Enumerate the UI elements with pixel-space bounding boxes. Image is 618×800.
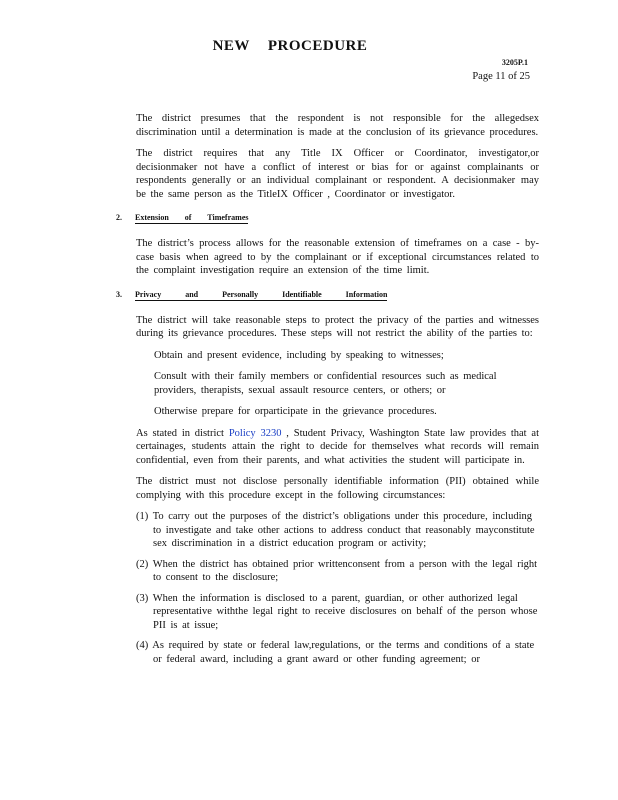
list-item: (2) When the district has obtained prior writtenconsent from a person with the legal right to consent to the disclosure; — [136, 558, 538, 583]
list-item: (3) When the information is disclosed to a parent, guardian, or other authorized legal representative withthe legal right to receive disclosures on behalf of the person whose PII is at issue; — [136, 592, 538, 631]
list-item: (4) As required by state or federal law,regulations, or the terms and conditions of a state or federal award, including a grant award or other funding agreement; or — [136, 640, 535, 665]
page-title: NEW PROCEDURE — [212, 38, 368, 54]
list-item: (1) To carry out the purposes of the district’s obligations under this procedure, including to investigate and take other actions to address conduct that reasonably mayconstitute sex discrimination in a district education program or activity; — [136, 511, 535, 549]
section-heading-timeframes — [0, 213, 618, 227]
policy-3230-link[interactable]: Policy 3230 — [228, 427, 282, 439]
list-item: Consult with their family members or confidential resources such as medical providers, therapists, sexual assault resource centers, or others; or — [154, 371, 497, 396]
paragraph-state-law: As stated in district Policy 3230 , Student Privacy, Washington State law provides that at certainages, students attain the right to decide for themselves what records will remain confidential, even from their parents, and what activities the student will participate in. — [136, 427, 540, 466]
section-number: 3. — [116, 289, 122, 299]
section-number: 2. — [116, 213, 122, 222]
paragraph-privacy: The district will take reasonable steps to protect the privacy of the parties and witnesses during its grievance procedures. These steps will not restrict the ability of the parties to: — [136, 314, 539, 339]
list-item: Otherwise prepare for orparticipate in the grievance procedures. — [154, 406, 437, 417]
section-title: Privacy and Personally Identifiable Information — [135, 289, 388, 299]
section-heading-privacy — [0, 290, 618, 304]
paragraph-timeframes: The district’s process allows for the reasonable extension of timeframes on a case - by- case basis when agreed to by the complainant or if exceptional circumstances related to the complaint investigation require an extension of the time limit. — [136, 238, 539, 276]
paragraph-presumption: The district presumes that the respondent is not responsible for the allegedsex discrimination until a determination is made at the conclusion of its grievance procedures. — [136, 113, 539, 138]
paragraph-disclosure: The district must not disclose personally identifiable information (PII) obtained while complying with this procedure except in the following circumstances: — [136, 476, 539, 501]
document-body — [0, 112, 618, 673]
page-number: Page 11 of 25 — [472, 71, 530, 82]
section-title: Extension of Timeframes — [135, 213, 249, 222]
list-item: Obtain and present evidence, including by speaking to witnesses; — [154, 349, 444, 361]
paragraph-conflict-of-interest: The district requires that any Title IX Officer or Coordinator, investigator,or decisionmaker not have a conflict of interest or bias for or against complainants or respondents generally or an individual complainant or respondent. A decisionmaker may be the same person as the TitleIX Officer , Coordinator or investigator. — [136, 148, 539, 200]
procedure-code: 3205P.1 — [501, 58, 528, 67]
